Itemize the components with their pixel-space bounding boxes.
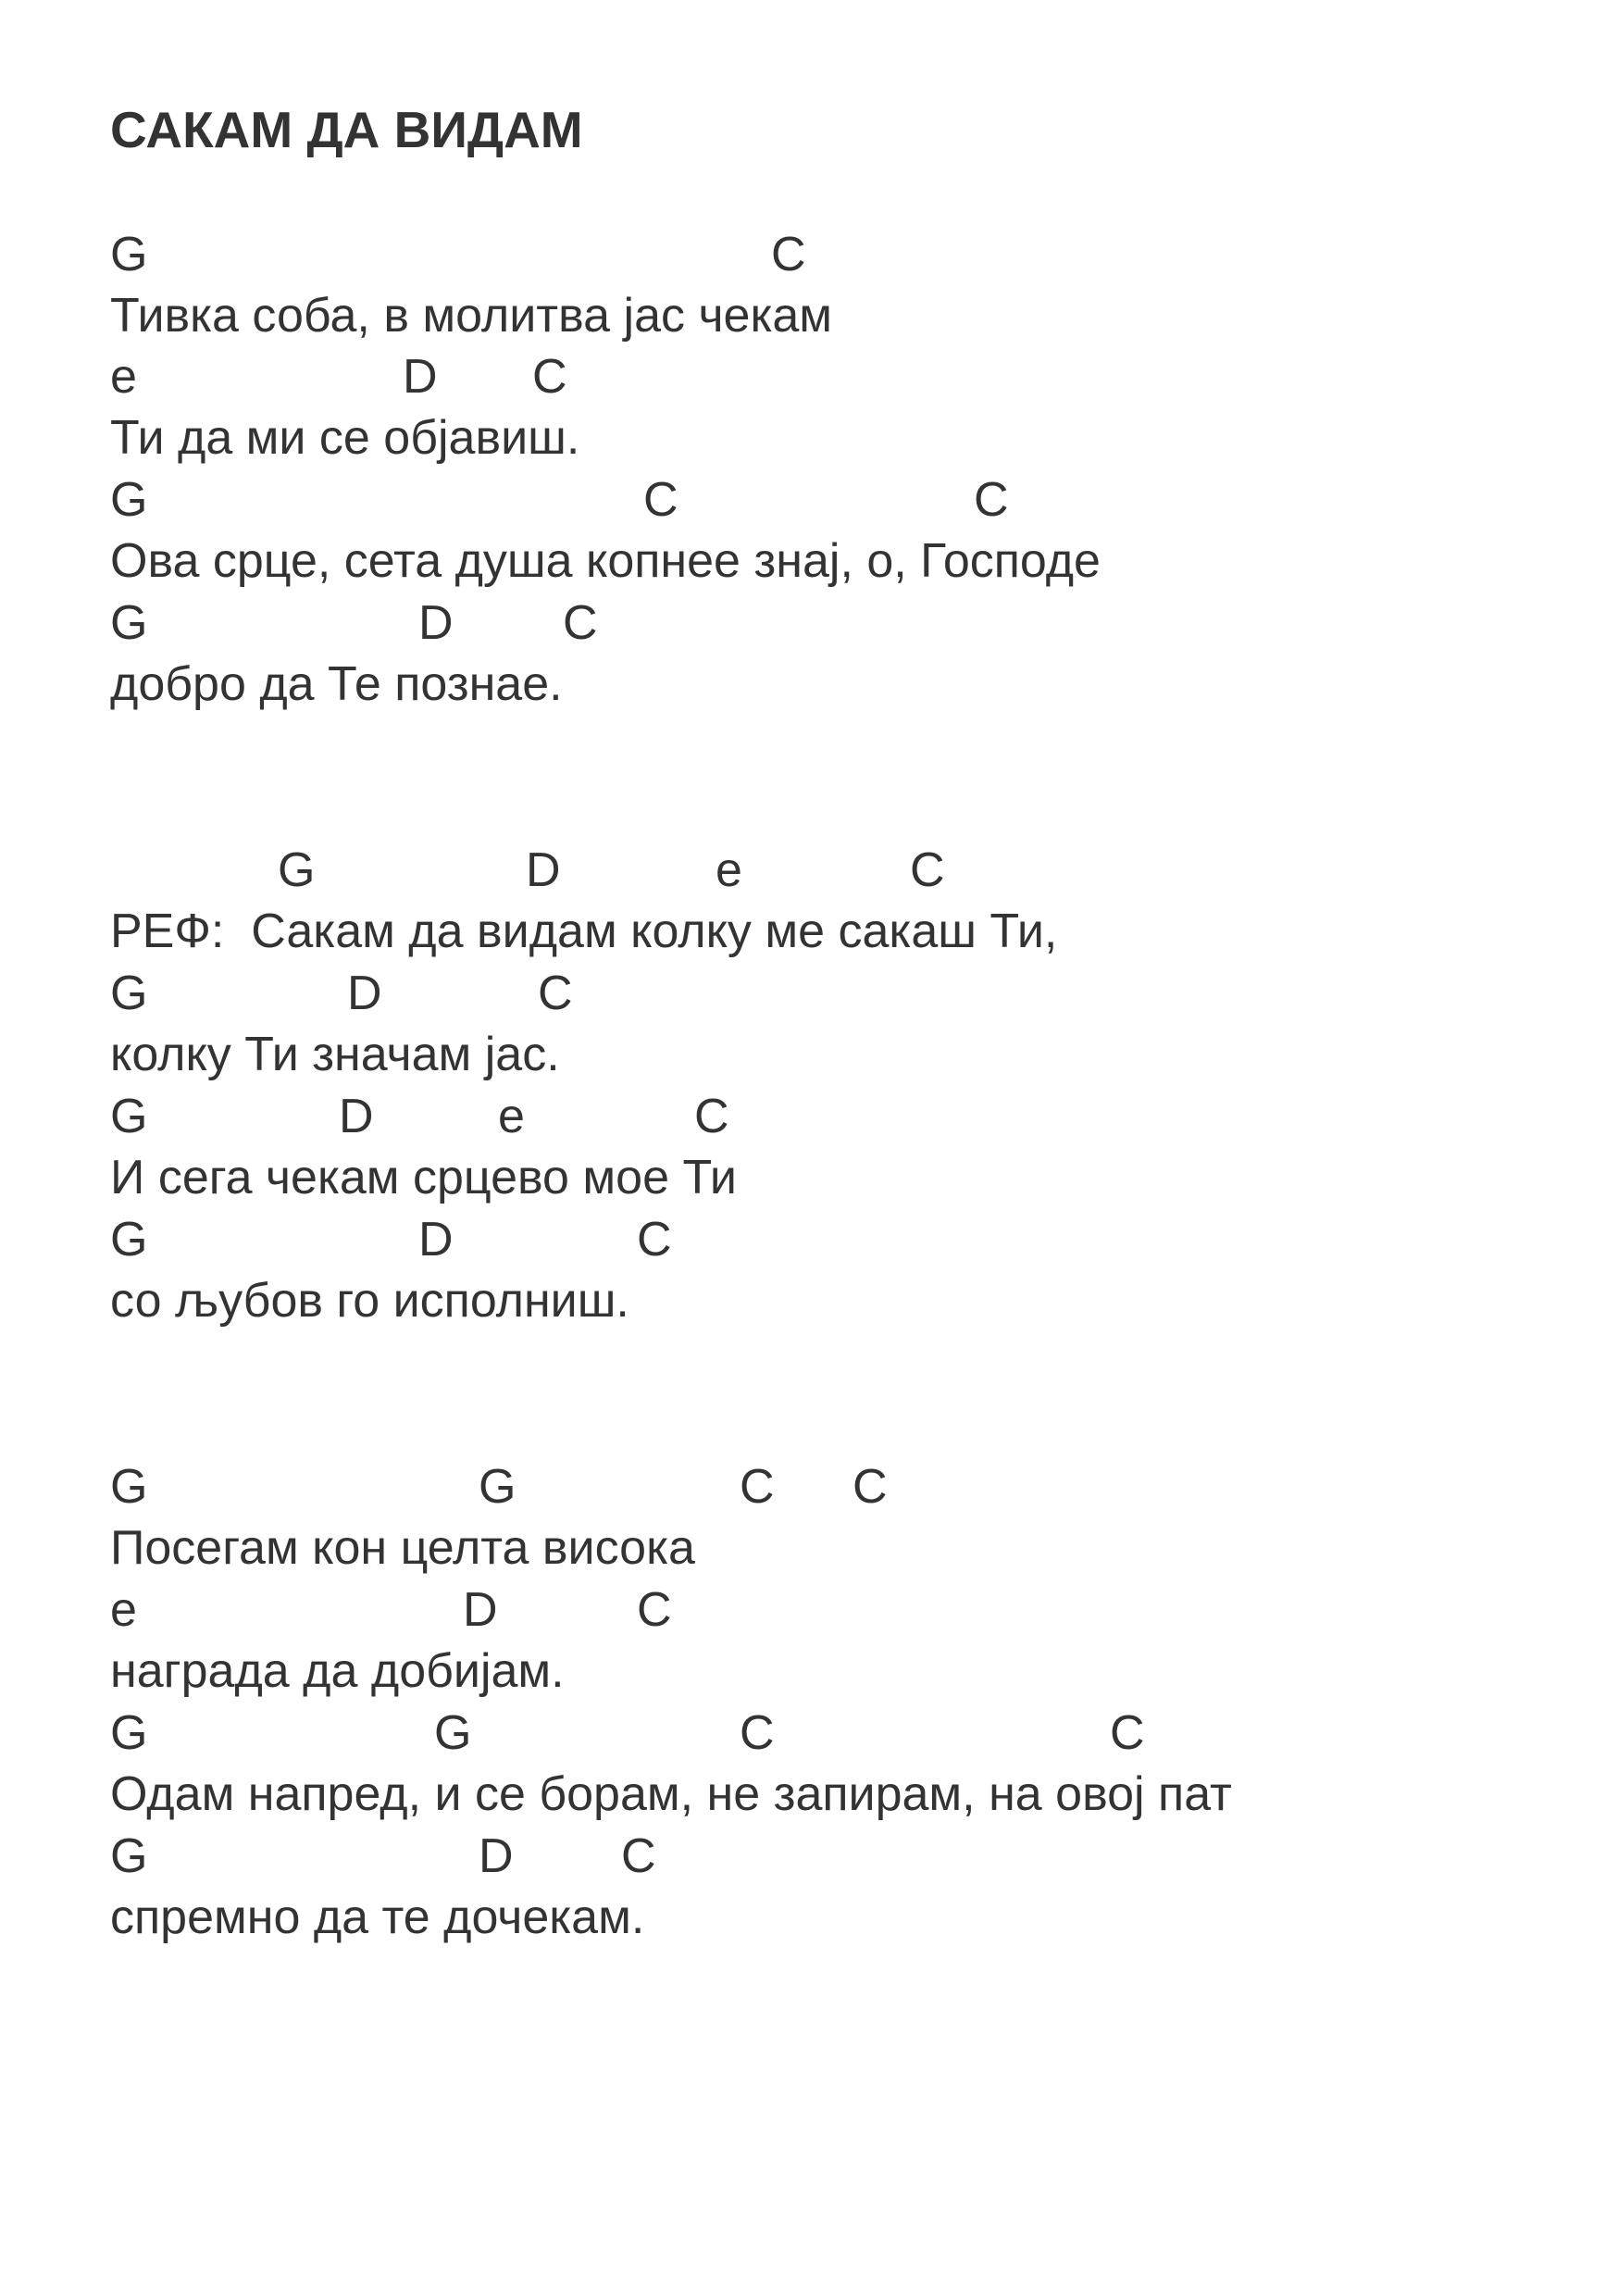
verse1-lyric-line-1: [0, 285, 1618, 346]
chord: e: [498, 1090, 525, 1143]
lyric-text: колку Ти значам јас.: [110, 1028, 560, 1081]
verse1-lyric-line-4: [0, 654, 1618, 715]
chorus-chord-line-1: [0, 840, 1618, 901]
verse1-chord-line-4: [0, 593, 1618, 654]
chord: C: [621, 1829, 656, 1883]
chorus-lyric-line-1: [0, 901, 1618, 962]
verse1-lyric-line-2: [0, 407, 1618, 468]
verse2-lyric-line-4: [0, 1887, 1618, 1948]
chord: C: [563, 596, 598, 650]
lyric-text: добро да Те познае.: [110, 657, 563, 711]
chord: D: [418, 596, 454, 650]
chord: G: [110, 596, 148, 650]
chorus-chord-line-3: [0, 1086, 1618, 1147]
chord: D: [403, 350, 438, 404]
lyric-text: Ти да ми се објавиш.: [110, 411, 580, 465]
chorus-chord-line-2: [0, 963, 1618, 1024]
verse2-chord-line-3: [0, 1703, 1618, 1764]
chord: G: [110, 473, 148, 527]
chord: e: [716, 843, 742, 897]
lyric-text: И сега чекам срцево мое Ти: [110, 1151, 737, 1204]
chord: C: [771, 228, 806, 281]
verse2-lyric-line-1: [0, 1517, 1618, 1578]
chord: C: [1110, 1706, 1145, 1760]
chord: e: [110, 350, 137, 404]
chord: C: [538, 967, 573, 1020]
chord: G: [110, 1213, 148, 1267]
chord: e: [110, 1583, 137, 1637]
chord: C: [637, 1213, 672, 1267]
chord: C: [974, 473, 1009, 527]
chord: C: [637, 1583, 672, 1637]
chorus-lyric-line-3: [0, 1147, 1618, 1208]
chord: C: [643, 473, 678, 527]
chord: D: [479, 1829, 514, 1883]
lyric-text: Посегам кон целта висока: [110, 1521, 695, 1575]
chord: D: [347, 967, 382, 1020]
chord: G: [110, 1460, 148, 1514]
lyric-text: спремно да те дочекам.: [110, 1890, 645, 1944]
chord: C: [740, 1460, 775, 1514]
chord: G: [110, 1829, 148, 1883]
verse2-lyric-line-3: [0, 1764, 1618, 1825]
chorus-chord-line-4: [0, 1209, 1618, 1270]
chord: D: [526, 843, 561, 897]
chord: D: [418, 1213, 454, 1267]
chord: D: [463, 1583, 498, 1637]
chorus-lyric-line-4: [0, 1270, 1618, 1331]
verse2-chord-line-2: [0, 1579, 1618, 1641]
lyric-text: Ова срце, сета душа копнее знај, о, Господе: [110, 534, 1101, 588]
lyric-text: Тивка соба, в молитва јас чекам: [110, 289, 833, 343]
chord: C: [910, 843, 945, 897]
chord: G: [110, 967, 148, 1020]
verse2-chord-line-1: [0, 1456, 1618, 1517]
song-title: САКАМ ДА ВИДАМ: [110, 101, 583, 158]
verse2-chord-line-4: [0, 1826, 1618, 1887]
chord: G: [110, 1090, 148, 1143]
chord: D: [339, 1090, 374, 1143]
chord: C: [740, 1706, 775, 1760]
verse1-lyric-line-3: [0, 530, 1618, 592]
verse2-lyric-line-2: [0, 1641, 1618, 1702]
chord: G: [278, 843, 316, 897]
chord: C: [532, 350, 567, 404]
lyric-text: РЕФ: Сакам да видам колку ме сакаш Ти,: [110, 905, 1058, 958]
chord: G: [110, 228, 148, 281]
verse1-chord-line-1: [0, 224, 1618, 285]
lyric-text: со љубов го исполниш.: [110, 1274, 629, 1328]
chord: C: [694, 1090, 729, 1143]
lyric-text: Одам напред, и се борам, не запирам, на овој пат: [110, 1767, 1232, 1821]
chord: G: [479, 1460, 517, 1514]
chorus-lyric-line-2: [0, 1024, 1618, 1085]
verse1-chord-line-3: [0, 469, 1618, 530]
lyric-text: награда да добијам.: [110, 1644, 565, 1698]
chord: C: [853, 1460, 888, 1514]
chord: G: [110, 1706, 148, 1760]
chord: G: [434, 1706, 472, 1760]
verse1-chord-line-2: [0, 346, 1618, 407]
